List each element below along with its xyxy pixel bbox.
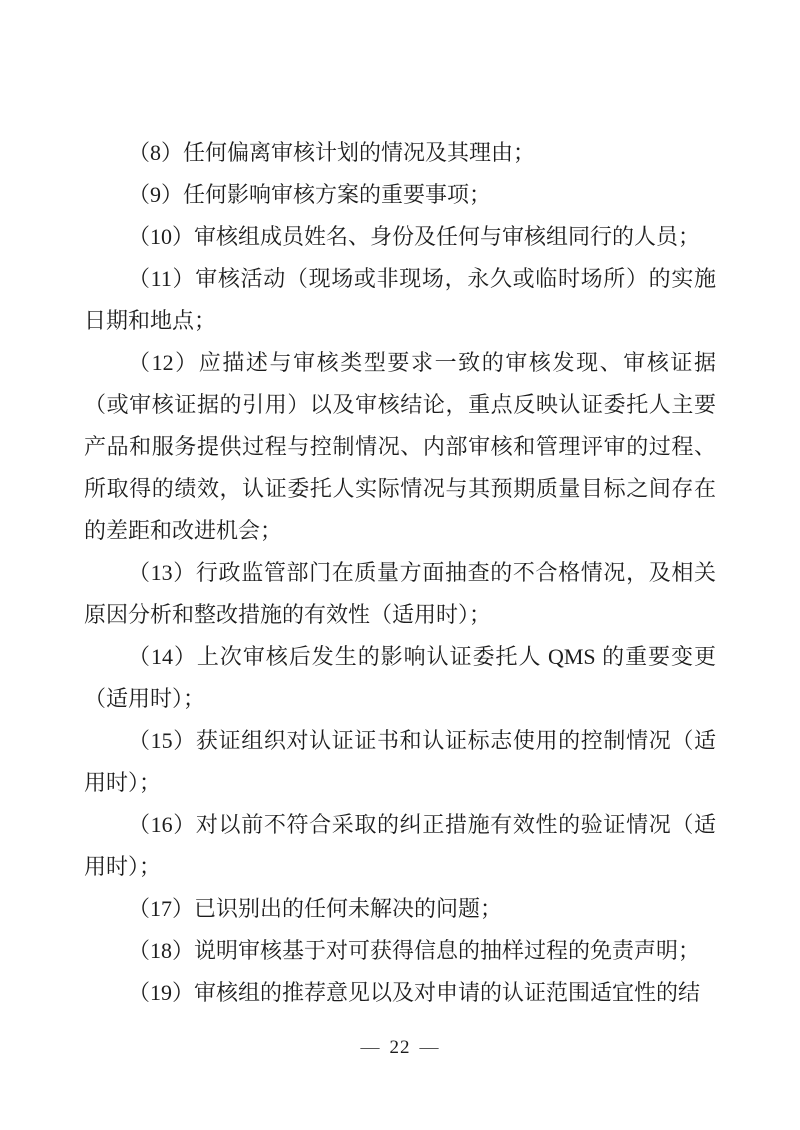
paragraph-item-16: （16）对以前不符合采取的纠正措施有效性的验证情况（适用时）； [84,812,716,879]
paragraph-item-15: （15）获证组织对认证证书和认证标志使用的控制情况（适用时）； [84,728,716,795]
paragraph-item-11: （11）审核活动（现场或非现场，永久或临时场所）的实施日期和地点； [84,266,716,333]
paragraph-item-14: （14）上次审核后发生的影响认证委托人 QMS 的重要变更（适用时）； [84,644,716,711]
paragraph-item-18: （18）说明审核基于对可获得信息的抽样过程的免责声明； [128,938,701,963]
page-footer [0,1036,800,1060]
footer-right-dash: — [419,1037,440,1058]
paragraph-item-12: （12）应描述与审核类型要求一致的审核发现、审核证据（或审核证据的引用）以及审核结论，重点反映认证委托人主要产品和服务提供过程与控制情况、内部审核和管理评审的过程、所取得的绩效，认证委托人实际情况与其预期质量目标之间存在的差距和改进机会； [84,350,716,543]
paragraph-item-9: （9）任何影响审核方案的重要事项； [128,182,492,207]
footer-left-dash: — [360,1037,381,1058]
paragraph-item-13: （13）行政监管部门在质量方面抽查的不合格情况，及相关原因分析和整改措施的有效性（适用时）； [84,560,716,627]
paragraph-item-17: （17）已识别出的任何未解决的问题； [128,896,503,921]
paragraph-item-19: （19）审核组的推荐意见以及对申请的认证范围适宜性的结 [128,980,701,1005]
page-number: 22 [389,1037,411,1058]
paragraph-item-10: （10）审核组成员姓名、身份及任何与审核组同行的人员； [128,224,701,249]
document-body [84,132,716,1014]
paragraph-item-8: （8）任何偏离审核计划的情况及其理由； [128,140,536,165]
